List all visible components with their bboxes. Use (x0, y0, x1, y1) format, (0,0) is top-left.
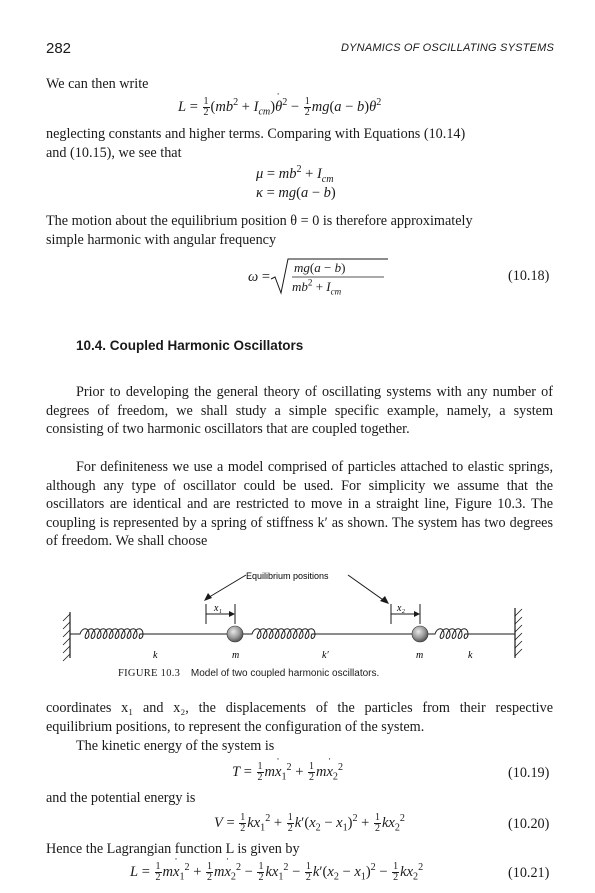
spring-label-right: k (468, 650, 473, 661)
equation-number-10-20: (10.20) (508, 816, 550, 832)
mass-label-2: m (416, 650, 424, 661)
paragraph-hence: Hence the Lagrangian function L is given by (46, 841, 300, 857)
paragraph-motion-line1: The motion about the equilibrium position θ = 0 is therefore approximately (46, 213, 473, 229)
equation-mu: $\mu = mb^2 + I_{cm}$ (256, 164, 334, 185)
equation-lagrangian-1: L = $\frac{1}{2}$ $(mb^2 + I_{cm})\theta$ ˙$^2$ − $\frac{1}{2}$ $mg(a - b)\theta^2$ (178, 97, 381, 118)
paragraph-neglecting-line1: neglecting constants and higher terms. Comparing with Equations (10.14) (46, 126, 466, 142)
spring-right (428, 629, 515, 639)
equation-kappa: κ = mg(a − b) (256, 185, 336, 201)
paragraph-definiteness: For definiteness we use a model comprised of particles attached to elastic springs, although any type of oscillator could be used. For simplicity we assume that the oscillators are identical and are restricted to move in a straight line, Figure 10.3. The coupling is represented by a spring of stiffness k′ as shown. The system has two degrees of freedom. We shall choose (46, 459, 553, 550)
mass-2 (412, 626, 428, 642)
paragraph-potential: and the potential energy is (46, 790, 196, 806)
spring-middle (243, 629, 412, 639)
section-heading: 10.4. Coupled Harmonic Oscillators (76, 338, 304, 353)
right-wall (515, 608, 522, 658)
paragraph-motion-line2: simple harmonic with angular frequency (46, 232, 277, 248)
figure-caption (118, 668, 379, 679)
running-title: DYNAMICS OF OSCILLATING SYSTEMS (341, 42, 554, 54)
equation-lagrangian-2: L = $\frac{1}{2}$ mx $˙_1^2$ + $\frac{1}{2}$ mx $˙_2^2$ − $\frac{1}{2}$ $kx_1^2$ − $\frac{1}{2}$ $k'(x_2 - x_1)^2$ − $\frac{1}{2}$ $kx_2^2$ (130, 862, 423, 883)
equation-number-10-21: (10.21) (508, 865, 550, 881)
mass-label-1: m (232, 650, 240, 661)
paragraph-kinetic: The kinetic energy of the system is (76, 738, 275, 754)
equilibrium-label: Equilibrium positions (246, 571, 329, 581)
spring-left (70, 629, 227, 639)
page-number: 282 (46, 40, 72, 57)
paragraph-coordinates: coordinates x₁ and x₂, the displacements of the particles from their respective equilibrium positions, to represent the configuration of the system. (46, 700, 553, 735)
figure-caption-label: FIGURE 10.3 (118, 668, 181, 679)
spring-label-middle: k′ (322, 650, 329, 661)
equation-number-10-19: (10.19) (508, 765, 550, 781)
spring-label-left: k (153, 650, 158, 661)
equation-number-10-18: (10.18) (508, 268, 550, 284)
arrow-right-head (380, 596, 389, 604)
equation-potential-energy: V = $\frac{1}{2}$ $kx_1^2$ + $\frac{1}{2}$ $k'(x_2 - x_1)^2$ + $\frac{1}{2}$ $kx_2^2$ (214, 812, 405, 834)
x2-label: x₂ (397, 603, 405, 614)
arrow-right-line (348, 575, 386, 602)
mass-1 (227, 626, 243, 642)
paragraph-intro: We can then write (46, 76, 149, 92)
arrow-left-head (204, 593, 212, 601)
left-wall (63, 612, 70, 661)
paragraph-prior: Prior to developing the general theory of oscillating systems with any number of degrees of freedom, we shall study a simple specific example, namely, a system consisting of two harmonic oscillators that are coupled together. (46, 384, 553, 438)
arrow-left-line (206, 575, 246, 599)
equation-kinetic-energy: T = $\frac{1}{2}$ mx $˙_1^2$ + $\frac{1}{2}$ mx $˙_2^2$ (232, 762, 343, 783)
figure-caption-text: Model of two coupled harmonic oscillators. (190, 668, 380, 679)
paragraph-neglecting-line2: and (10.15), we see that (46, 145, 182, 161)
x1-label: x₁ (214, 603, 222, 614)
figure-coupled-oscillators (60, 566, 530, 666)
